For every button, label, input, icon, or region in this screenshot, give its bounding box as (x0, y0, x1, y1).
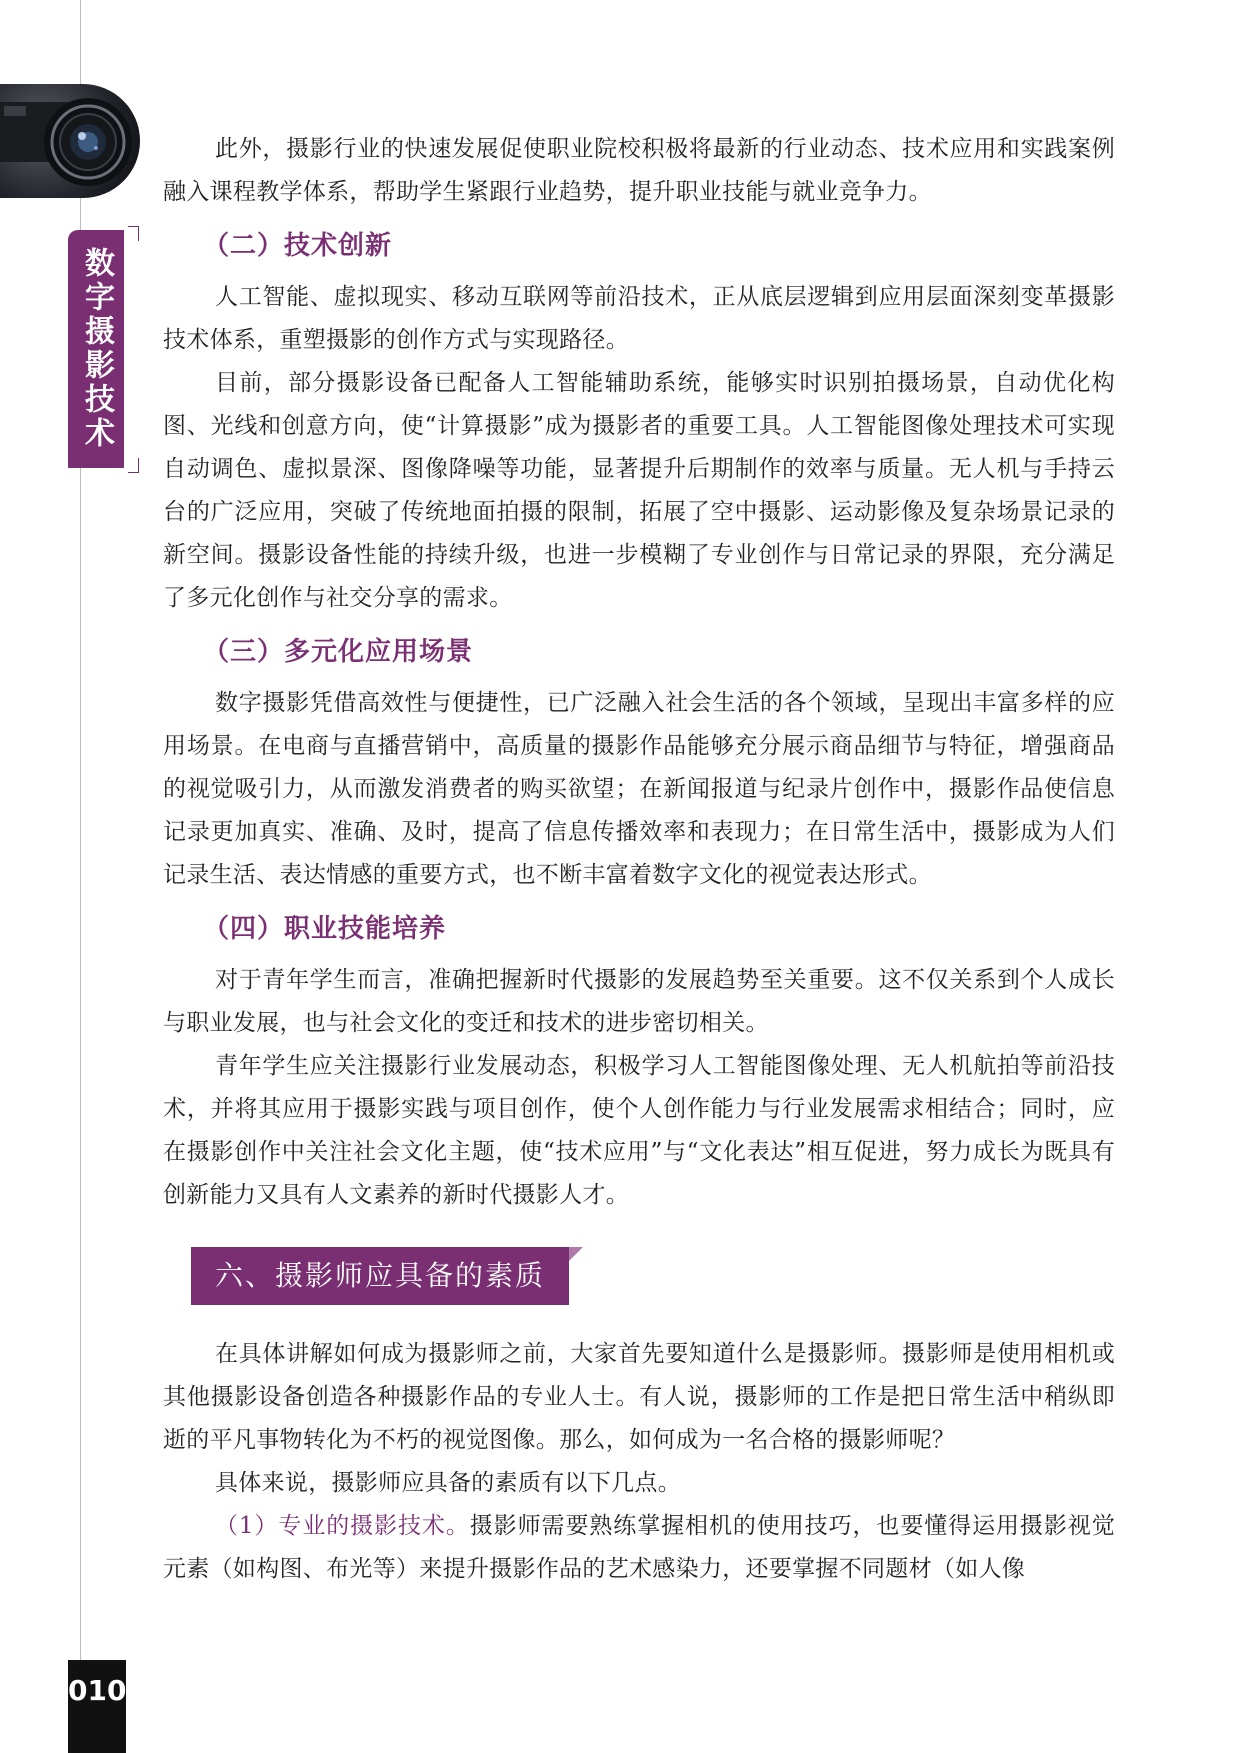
banner-corner-decoration (569, 1247, 583, 1261)
paragraph: 人工智能、虚拟现实、移动互联网等前沿技术，正从底层逻辑到应用层面深刻变革摄影技术体系，重塑摄影的创作方式与实现路径。 (163, 284, 1115, 353)
spine-title: 数字摄影技术 (79, 247, 114, 451)
page-number: 010 (68, 1674, 127, 1707)
paragraph: 具体来说，摄影师应具备的素质有以下几点。 (215, 1470, 681, 1496)
page-content (163, 128, 1115, 1591)
highlight-label: （1）专业的摄影技术。 (215, 1513, 470, 1539)
paragraph: 对于青年学生而言，准确把握新时代摄影的发展趋势至关重要。这不仅关系到个人成长与职业发展，也与社会文化的变迁和技术的进步密切相关。 (163, 967, 1115, 1036)
section-banner (191, 1247, 569, 1305)
paragraph-text: 摄影师需要熟练掌握相机的使用技巧，也要懂得运用摄影视觉元素（如构图、布光等）来提升摄影作品的艺术感染力，还要掌握不同题材（如人像 (163, 1513, 1115, 1582)
page-number-box (68, 1660, 126, 1753)
camera-lens-icon (0, 84, 140, 198)
camera-lens-photo (0, 84, 140, 198)
section-title: 六、摄影师应具备的素质 (215, 1259, 546, 1292)
subsection-heading: （二）技术创新 (203, 231, 393, 261)
paragraph: 青年学生应关注摄影行业发展动态，积极学习人工智能图像处理、无人机航拍等前沿技术，并将其应用于摄影实践与项目创作，使个人创作能力与行业发展需求相结合；同时，应在摄影创作中关注社会文化主题，使“技术应用”与“文化表达”相互促进，努力成长为既具有创新能力又具有人文素养的新时代摄影人才。 (163, 1053, 1115, 1208)
paragraph: 数字摄影凭借高效性与便捷性，已广泛融入社会生活的各个领域，呈现出丰富多样的应用场景。在电商与直播营销中，高质量的摄影作品能够充分展示商品细节与特征，增强商品的视觉吸引力，从而激发消费者的购买欲望；在新闻报道与纪录片创作中，摄影作品使信息记录更加真实、准确、及时，提高了信息传播效率和表现力；在日常生活中，摄影成为人们记录生活、表达情感的重要方式，也不断丰富着数字文化的视觉表达形式。 (163, 690, 1115, 888)
paragraph: 目前，部分摄影设备已配备人工智能辅助系统，能够实时识别拍摄场景，自动优化构图、光线和创意方向，使“计算摄影”成为摄影者的重要工具。人工智能图像处理技术可实现自动调色、虚拟景深、图像降噪等功能，显著提升后期制作的效率与质量。无人机与手持云台的广泛应用，突破了传统地面拍摄的限制，拓展了空中摄影、运动影像及复杂场景记录的新空间。摄影设备性能的持续升级，也进一步模糊了专业创作与日常记录的界限，充分满足了多元化创作与社交分享的需求。 (163, 370, 1115, 611)
subsection-heading: （三）多元化应用场景 (203, 637, 474, 667)
paragraph: 此外，摄影行业的快速发展促使职业院校积极将最新的行业动态、技术应用和实践案例融入课程教学体系，帮助学生紧跟行业趋势，提升职业技能与就业竞争力。 (163, 136, 1115, 205)
paragraph: 在具体讲解如何成为摄影师之前，大家首先要知道什么是摄影师。摄影师是使用相机或其他摄影设备创造各种摄影作品的专业人士。有人说，摄影师的工作是把日常生活中稍纵即逝的平凡事物转化为不朽的视觉图像。那么，如何成为一名合格的摄影师呢？ (163, 1341, 1115, 1453)
subsection-heading: （四）职业技能培养 (203, 914, 447, 944)
spine-bracket-bottom (128, 458, 139, 473)
paragraph (163, 1505, 1115, 1591)
spine-tab (68, 230, 124, 468)
spine-bracket-top (128, 226, 139, 241)
